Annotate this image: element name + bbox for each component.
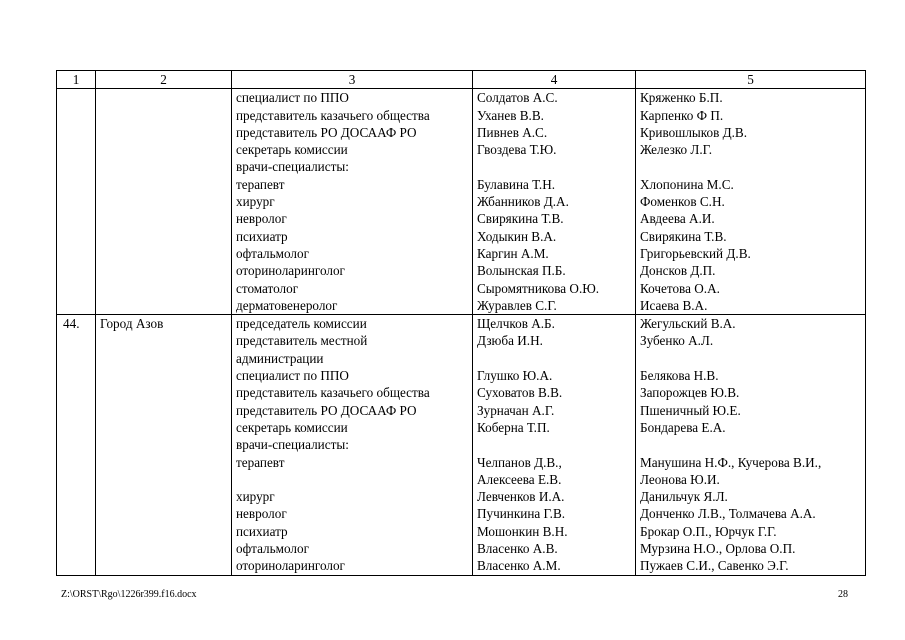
cell-line: Григорьевский Д.В. bbox=[640, 245, 751, 261]
cell-line: Леонова Ю.И. bbox=[640, 471, 720, 487]
cell-line: Донченко Л.В., Толмачева А.А. bbox=[640, 506, 816, 522]
cell-line: Булавина Т.Н. bbox=[477, 176, 556, 192]
cell-line: Пивнев А.С. bbox=[477, 124, 548, 140]
cell-line: стоматолог bbox=[236, 280, 299, 296]
row-number bbox=[57, 89, 96, 315]
cell-line: представитель казачьего общества bbox=[236, 385, 430, 401]
footer-page-number: 28 bbox=[838, 589, 848, 600]
row-reserves bbox=[636, 315, 866, 575]
cell-line: Щелчков А.Б. bbox=[477, 316, 555, 332]
cell-line: Железко Л.Г. bbox=[640, 142, 713, 158]
cell-line: Манушина Н.Ф., Кучерова В.И., bbox=[640, 454, 822, 470]
cell-line: Мурзина Н.О., Орлова О.П. bbox=[640, 541, 796, 557]
cell-line: Власенко А.В. bbox=[477, 541, 558, 557]
header-col-3: 3 bbox=[232, 71, 473, 89]
cell-line: офтальмолог bbox=[236, 541, 309, 557]
footer-file-path: Z:\ORST\Rgo\1226r399.f16.docx bbox=[61, 589, 197, 600]
cell-line: Данильчук Я.Л. bbox=[640, 489, 728, 505]
row-roles bbox=[232, 89, 473, 315]
cell-line: представитель местной bbox=[236, 333, 368, 349]
cell-line: Зурначан А.Г. bbox=[477, 402, 555, 418]
cell-line: Жегульский В.А. bbox=[640, 316, 736, 332]
cell-line: Челпанов Д.В., bbox=[477, 454, 562, 470]
cell-line: Каргин А.М. bbox=[477, 245, 549, 261]
cell-line bbox=[640, 436, 861, 453]
cell-line bbox=[640, 158, 861, 175]
cell-line: терапевт bbox=[236, 454, 285, 470]
header-col-4: 4 bbox=[473, 71, 636, 89]
cell-line bbox=[236, 471, 468, 488]
cell-line: невролог bbox=[236, 211, 287, 227]
row-members bbox=[473, 89, 636, 315]
cell-line: Волынская П.Б. bbox=[477, 263, 566, 279]
cell-line: невролог bbox=[236, 506, 287, 522]
cell-line: Карпенко Ф П. bbox=[640, 107, 724, 123]
cell-line: оториноларинголог bbox=[236, 558, 345, 574]
cell-line: Власенко А.М. bbox=[477, 558, 561, 574]
cell-line: Сыромятникова О.Ю. bbox=[477, 280, 600, 296]
cell-line: Свирякина Т.В. bbox=[477, 211, 564, 227]
cell-line: Коберна Т.П. bbox=[477, 419, 550, 435]
table-row bbox=[57, 89, 866, 315]
cell-line: секретарь комиссии bbox=[236, 142, 348, 158]
table-row bbox=[57, 315, 866, 575]
cell-line bbox=[477, 436, 631, 453]
cell-line: Белякова Н.В. bbox=[640, 368, 719, 384]
cell-line: Алексеева Е.В. bbox=[477, 471, 562, 487]
cell-line: Фоменков С.Н. bbox=[640, 194, 725, 210]
cell-line: Зубенко А.Л. bbox=[640, 333, 714, 349]
row-reserves bbox=[636, 89, 866, 315]
cell-line: специалист по ППО bbox=[236, 368, 349, 384]
cell-line: Дзюба И.Н. bbox=[477, 333, 543, 349]
cell-line: Мошонкин В.Н. bbox=[477, 523, 568, 539]
cell-line: администрации bbox=[236, 350, 324, 366]
header-col-1: 1 bbox=[57, 71, 96, 89]
cell-line: представитель РО ДОСААФ РО bbox=[236, 124, 417, 140]
cell-line: Суховатов В.В. bbox=[477, 385, 563, 401]
cell-line: представитель казачьего общества bbox=[236, 107, 430, 123]
cell-line: врачи-специалисты: bbox=[236, 437, 349, 453]
cell-line: Глушко Ю.А. bbox=[477, 368, 553, 384]
cell-line: врачи-специалисты: bbox=[236, 159, 349, 175]
cell-line: председатель комиссии bbox=[236, 316, 367, 332]
cell-line: представитель РО ДОСААФ РО bbox=[236, 402, 417, 418]
cell-line: Запорожцев Ю.В. bbox=[640, 385, 740, 401]
header-col-2: 2 bbox=[96, 71, 232, 89]
cell-line bbox=[640, 350, 861, 367]
commission-table bbox=[56, 70, 866, 576]
row-members bbox=[473, 315, 636, 575]
cell-line: Левченков И.А. bbox=[477, 489, 565, 505]
cell-line: Бондарева Е.А. bbox=[640, 419, 726, 435]
cell-line: Авдеева А.И. bbox=[640, 211, 715, 227]
cell-line: Ходыкин В.А. bbox=[477, 228, 557, 244]
cell-line: Пужаев С.И., Савенко Э.Г. bbox=[640, 558, 789, 574]
cell-line: Пучинкина Г.В. bbox=[477, 506, 566, 522]
cell-line: дерматовенеролог bbox=[236, 297, 338, 313]
cell-line: терапевт bbox=[236, 176, 285, 192]
cell-line: Уханев В.В. bbox=[477, 107, 544, 123]
row-roles bbox=[232, 315, 473, 575]
cell-line: Донсков Д.П. bbox=[640, 263, 716, 279]
cell-line: Хлопонина М.С. bbox=[640, 176, 734, 192]
cell-line: Пшеничный Ю.Е. bbox=[640, 402, 741, 418]
cell-line: Солдатов А.С. bbox=[477, 90, 558, 106]
cell-line: Исаева В.А. bbox=[640, 297, 708, 313]
cell-line: Жбанников Д.А. bbox=[477, 194, 569, 210]
table-header-row bbox=[57, 71, 866, 89]
row-number: 44. bbox=[57, 315, 96, 575]
cell-line: секретарь комиссии bbox=[236, 419, 348, 435]
cell-line: Свирякина Т.В. bbox=[640, 228, 727, 244]
row-city: Город Азов bbox=[96, 315, 232, 575]
cell-line: Брокар О.П., Юрчук Г.Г. bbox=[640, 523, 777, 539]
row-city bbox=[96, 89, 232, 315]
cell-line: психиатр bbox=[236, 523, 288, 539]
header-col-5: 5 bbox=[636, 71, 866, 89]
cell-line: офтальмолог bbox=[236, 245, 309, 261]
cell-line: хирург bbox=[236, 194, 275, 210]
cell-line bbox=[477, 158, 631, 175]
cell-line: хирург bbox=[236, 489, 275, 505]
cell-line: оториноларинголог bbox=[236, 263, 345, 279]
cell-line: специалист по ППО bbox=[236, 90, 349, 106]
cell-line: психиатр bbox=[236, 228, 288, 244]
cell-line: Гвоздева Т.Ю. bbox=[477, 142, 557, 158]
cell-line bbox=[477, 350, 631, 367]
cell-line: Журавлев С.Г. bbox=[477, 297, 557, 313]
cell-line: Кряженко Б.П. bbox=[640, 90, 723, 106]
cell-line: Кочетова О.А. bbox=[640, 280, 720, 296]
cell-line: Кривошлыков Д.В. bbox=[640, 124, 748, 140]
